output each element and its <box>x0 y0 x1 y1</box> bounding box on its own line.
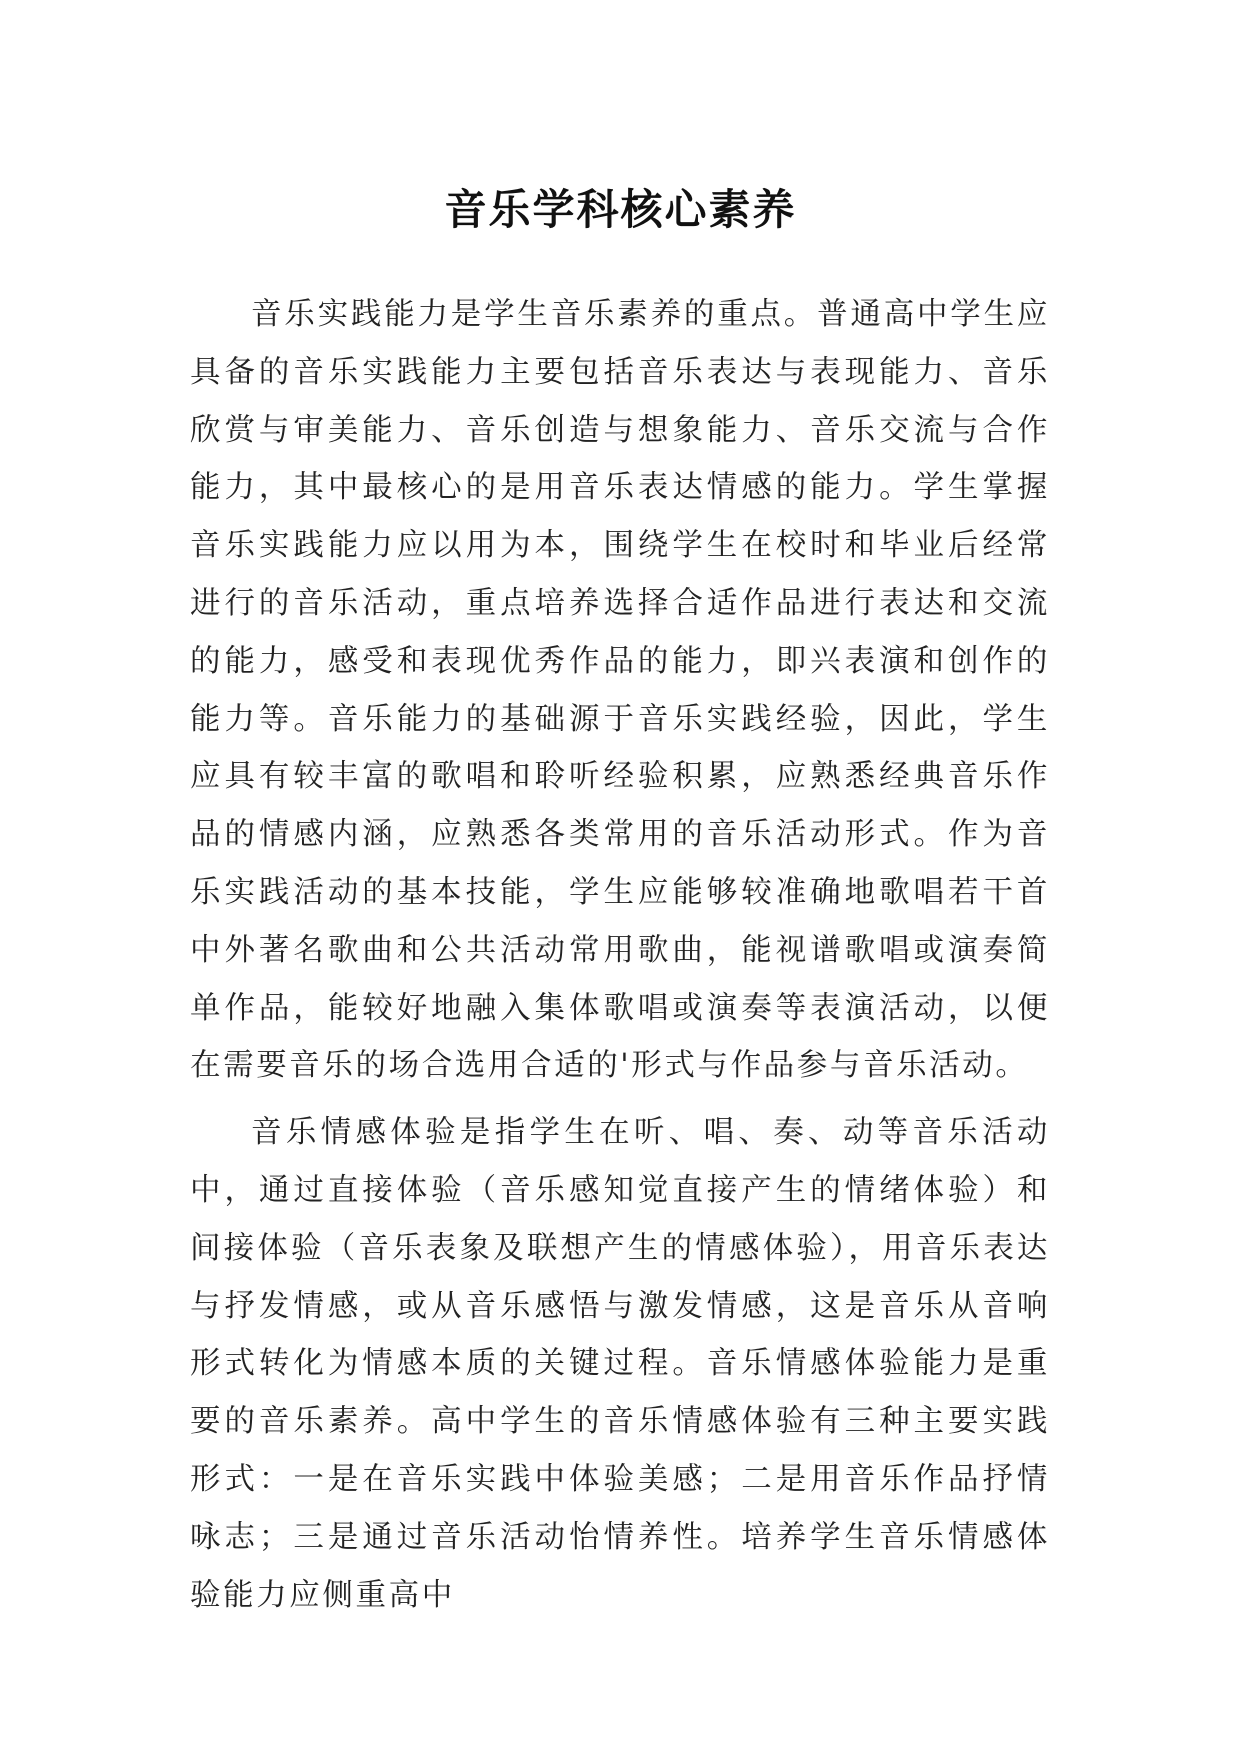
paragraph-emotional-experience: 音乐情感体验是指学生在听、唱、奏、动等音乐活动中，通过直接体验（音乐感知觉直接产生的情绪体验）和间接体验（音乐表象及联想产生的情感体验），用音乐表达与抒发情感，或从音乐感悟与激发情感，这是音乐从音响形式转化为情感本质的关键过程。音乐情感体验能力是重要的音乐素养。高中学生的音乐情感体验有三种主要实践形式：一是在音乐实践中体验美感；二是用音乐作品抒情咏志；三是通过音乐活动怡情养性。培养学生音乐情感体验能力应侧重高中 <box>190 1115 1050 1613</box>
document-body <box>190 286 1050 1624</box>
paragraph-music-practice: 音乐实践能力是学生音乐素养的重点。普通高中学生应具备的音乐实践能力主要包括音乐表达与表现能力、音乐欣赏与审美能力、音乐创造与想象能力、音乐交流与合作能力，其中最核心的是用音乐表达情感的能力。学生掌握音乐实践能力应以用为本，围绕学生在校时和毕业后经常进行的音乐活动，重点培养选择合适作品进行表达和交流的能力，感受和表现优秀作品的能力，即兴表演和创作的能力等。音乐能力的基础源于音乐实践经验，因此，学生应具有较丰富的歌唱和聆听经验积累，应熟悉经典音乐作品的情感内涵，应熟悉各类常用的音乐活动形式。作为音乐实践活动的基本技能，学生应能够较准确地歌唱若干首中外著名歌曲和公共活动常用歌曲，能视谱歌唱或演奏简单作品，能较好地融入集体歌唱或演奏等表演活动，以便在需要音乐的场合选用合适的'形式与作品参与音乐活动。 <box>190 297 1050 1084</box>
document-title: 音乐学科核心素养 <box>444 185 797 235</box>
